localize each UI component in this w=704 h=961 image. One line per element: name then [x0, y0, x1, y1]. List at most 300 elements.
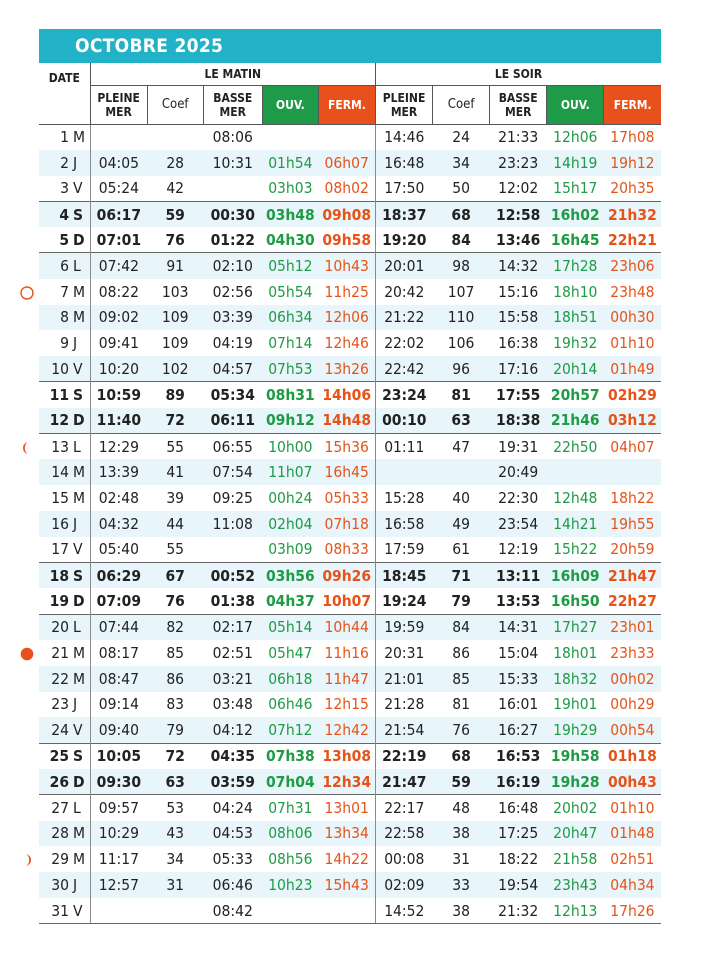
day-number: 4 — [39, 201, 72, 227]
coef-evening: 49 — [452, 514, 470, 533]
title-bar — [39, 29, 661, 63]
basse-mer-evening: 13:11 — [490, 563, 547, 589]
pleine-mer-morning: 09:57 — [90, 795, 147, 821]
ferm-morning: 07h18 — [324, 514, 369, 533]
coef-header-evening: Coef — [433, 85, 490, 124]
basse-mer-evening: 15:04 — [498, 643, 539, 662]
table-row — [39, 330, 661, 356]
ouv-evening: 20h14 — [553, 359, 598, 378]
coef-evening: 86 — [452, 643, 470, 662]
coef-morning: 109 — [161, 334, 189, 353]
coef-morning — [147, 898, 203, 924]
basse-mer-evening: 14:32 — [490, 253, 547, 279]
coef-morning: 109 — [161, 308, 189, 327]
ouv-evening: 18h51 — [553, 308, 598, 327]
ouv-evening: 12h13 — [547, 898, 604, 924]
ouv-morning: 03h03 — [268, 179, 313, 198]
pleine-mer-morning: 12:57 — [90, 872, 147, 898]
basse-mer-evening: 17:16 — [498, 359, 539, 378]
ferm-morning: 13h26 — [324, 359, 369, 378]
pleine-mer-morning: 07:01 — [90, 227, 147, 253]
day-of-week: M — [73, 643, 86, 662]
ferm-morning: 10h43 — [318, 253, 375, 279]
pleine-mer-evening: 18:37 — [376, 201, 433, 227]
day-of-week: D — [73, 411, 85, 430]
table-row — [39, 898, 661, 924]
pleine-mer-evening: 17:59 — [376, 537, 433, 563]
ouv-header-evening: OUV. — [547, 85, 604, 124]
table-row — [39, 666, 661, 692]
table-row — [39, 511, 661, 537]
ferm-evening: 23h48 — [610, 282, 655, 301]
coef-morning: 83 — [166, 695, 185, 714]
basse-mer-evening: 22:30 — [498, 489, 539, 508]
pleine-mer-morning — [90, 124, 147, 150]
basse-mer-morning: 05:34 — [203, 382, 262, 408]
coef-morning: 42 — [166, 179, 185, 198]
pleine-mer-morning: 10:20 — [90, 356, 147, 382]
basse-mer-evening: 16:48 — [490, 795, 547, 821]
pleine-mer-morning: 09:40 — [90, 717, 147, 743]
ouv-morning — [262, 898, 318, 924]
table-row — [39, 821, 661, 847]
table-row — [39, 408, 661, 434]
ferm-morning: 14h48 — [322, 411, 372, 430]
new-moon-icon — [20, 646, 34, 660]
ouv-morning: 07h31 — [262, 795, 318, 821]
ouv-evening — [547, 459, 604, 485]
pleine-mer-morning: 10:29 — [90, 821, 147, 847]
basse-mer-morning — [203, 176, 262, 202]
coef-evening: 84 — [433, 614, 490, 640]
coef-evening: 31 — [452, 850, 470, 869]
pleine-mer-evening: 00:10 — [376, 408, 433, 434]
day-of-week: M — [73, 824, 86, 843]
basse-mer-morning: 08:06 — [212, 128, 253, 147]
table-row — [39, 743, 661, 769]
basse-mer-morning: 08:42 — [203, 898, 262, 924]
pleine-mer-morning: 09:14 — [90, 692, 147, 718]
pleine-mer-evening: 23:24 — [376, 382, 433, 408]
evening-header: LE SOIR — [376, 63, 662, 85]
ferm-morning: 05h33 — [324, 489, 369, 508]
table-row — [39, 356, 661, 382]
basse-mer-morning: 02:17 — [203, 614, 262, 640]
day-of-week: M — [73, 850, 86, 869]
ferm-morning: 14h22 — [324, 850, 369, 869]
coef-morning: 39 — [166, 489, 185, 508]
basse-mer-morning: 04:19 — [212, 334, 253, 353]
ouv-evening: 18h10 — [553, 282, 598, 301]
ouv-evening: 18h32 — [553, 669, 598, 688]
ouv-morning: 03h48 — [262, 201, 318, 227]
basse-mer-morning: 04:24 — [203, 795, 262, 821]
ferm-morning: 11h25 — [324, 282, 369, 301]
ferm-morning — [318, 898, 375, 924]
basse-mer-evening: 21:32 — [490, 898, 547, 924]
ferm-evening: 18h22 — [610, 489, 655, 508]
basse-mer-evening: 21:33 — [498, 128, 539, 147]
basse-mer-evening: 12:19 — [498, 540, 539, 559]
basse-mer-header-evening: BASSE MER — [490, 85, 547, 124]
ouv-morning: 06h34 — [268, 308, 313, 327]
morning-header: LE MATIN — [90, 63, 375, 85]
day-number: 3 — [60, 179, 70, 198]
pleine-mer-morning: 08:17 — [90, 640, 147, 666]
ouv-evening: 23h43 — [553, 876, 598, 894]
ferm-morning: 08h02 — [324, 179, 369, 198]
coef-morning: 67 — [147, 563, 203, 589]
table-row — [39, 176, 661, 202]
ferm-morning: 12h34 — [322, 772, 372, 791]
coef-evening: 85 — [452, 669, 470, 688]
coef-evening: 24 — [452, 128, 470, 147]
basse-mer-morning: 04:35 — [203, 743, 262, 769]
ferm-morning: 13h34 — [324, 824, 369, 843]
pleine-mer-morning: 10:05 — [90, 743, 147, 769]
day-of-week: M — [73, 489, 86, 508]
day-of-week: D — [73, 230, 85, 249]
pleine-mer-morning — [90, 898, 147, 924]
basse-mer-morning: 06:55 — [203, 434, 262, 460]
ouv-morning: 07h04 — [265, 772, 315, 791]
ouv-evening: 16h45 — [550, 230, 600, 249]
ouv-morning: 06h46 — [268, 695, 313, 714]
pleine-mer-morning: 07:42 — [90, 253, 147, 279]
ouv-morning: 05h47 — [268, 643, 313, 662]
day-of-week: J — [73, 334, 78, 353]
day-number: 10 — [51, 359, 70, 378]
basse-mer-morning: 06:46 — [212, 876, 253, 894]
day-of-week: M — [73, 308, 86, 327]
coef-evening: 71 — [433, 563, 490, 589]
ouv-morning: 03h56 — [262, 563, 318, 589]
basse-mer-morning: 03:59 — [210, 772, 255, 791]
ouv-evening: 12h06 — [553, 128, 598, 147]
pleine-mer-morning: 13:39 — [90, 459, 147, 485]
coef-evening: 38 — [433, 898, 490, 924]
day-number: 21 — [51, 643, 70, 662]
ouv-evening: 14h21 — [553, 514, 598, 533]
ouv-evening: 17h27 — [547, 614, 604, 640]
pleine-mer-evening: 22:19 — [376, 743, 433, 769]
ouv-morning: 08h31 — [262, 382, 318, 408]
coef-morning: 55 — [147, 434, 203, 460]
ferm-evening: 00h29 — [610, 695, 655, 714]
day-of-week: D — [73, 591, 85, 610]
basse-mer-morning: 03:21 — [212, 669, 253, 688]
basse-mer-morning: 03:48 — [212, 695, 253, 714]
day-number: 15 — [51, 489, 70, 508]
full-moon-icon — [20, 285, 34, 299]
pleine-mer-evening: 21:28 — [376, 692, 433, 718]
date-header: DATE — [48, 71, 80, 85]
coef-morning: 82 — [147, 614, 203, 640]
day-number: 30 — [51, 876, 70, 894]
coef-morning: 85 — [166, 643, 185, 662]
table-row — [39, 640, 661, 666]
ferm-morning: 10h07 — [322, 591, 372, 610]
coef-evening — [433, 459, 490, 485]
ferm-morning: 15h36 — [318, 434, 375, 460]
pleine-mer-evening: 22:42 — [376, 356, 433, 382]
pleine-mer-morning: 06:29 — [90, 563, 147, 589]
pleine-mer-evening: 21:47 — [376, 769, 433, 795]
ferm-morning: 08h33 — [324, 540, 369, 559]
day-of-week: V — [73, 359, 83, 378]
ferm-evening: 20h59 — [610, 540, 655, 559]
basse-mer-morning: 03:39 — [212, 308, 253, 327]
day-number: 8 — [60, 308, 70, 327]
pleine-mer-evening: 02:09 — [376, 872, 433, 898]
ouv-evening: 14h19 — [553, 153, 598, 172]
coef-evening: 50 — [452, 179, 470, 198]
ouv-morning — [262, 124, 318, 150]
basse-mer-evening: 13:46 — [496, 230, 541, 249]
table-row — [39, 795, 661, 821]
day-number: 31 — [39, 898, 72, 924]
ouv-morning: 04h37 — [265, 591, 315, 610]
pleine-mer-evening: 15:28 — [376, 485, 433, 511]
ouv-evening: 20h02 — [547, 795, 604, 821]
pleine-mer-morning: 05:40 — [90, 537, 147, 563]
pleine-mer-evening: 20:31 — [376, 640, 433, 666]
pleine-mer-evening: 21:01 — [376, 666, 433, 692]
coef-morning: 79 — [166, 720, 185, 739]
ouv-morning: 06h18 — [268, 669, 313, 688]
ferm-header-morning: FERM. — [318, 85, 375, 124]
day-of-week: L — [72, 434, 90, 460]
ouv-morning: 11h07 — [268, 463, 313, 482]
basse-mer-evening: 19:54 — [498, 876, 539, 894]
day-of-week: L — [72, 614, 90, 640]
day-number: 28 — [51, 824, 70, 843]
pleine-mer-evening: 20:01 — [376, 253, 433, 279]
day-of-week: D — [73, 772, 85, 791]
coef-evening: 61 — [452, 540, 470, 559]
pleine-mer-evening: 14:52 — [376, 898, 433, 924]
coef-evening: 40 — [452, 489, 470, 508]
day-number: 7 — [60, 282, 70, 301]
day-of-week: J — [73, 876, 78, 894]
basse-mer-morning: 04:53 — [212, 824, 253, 843]
pleine-mer-morning: 10:59 — [90, 382, 147, 408]
day-of-week: V — [73, 720, 83, 739]
basse-mer-evening: 16:27 — [498, 720, 539, 739]
ferm-morning: 13h08 — [318, 743, 375, 769]
basse-mer-morning: 05:33 — [212, 850, 253, 869]
coef-evening: 34 — [452, 153, 470, 172]
day-of-week: J — [73, 153, 78, 172]
ferm-morning: 15h43 — [324, 876, 369, 894]
ferm-evening: 04h34 — [610, 876, 655, 894]
pleine-mer-evening: 00:08 — [376, 846, 433, 872]
basse-mer-evening: 17:55 — [490, 382, 547, 408]
table-row — [39, 692, 661, 718]
day-number: 20 — [39, 614, 72, 640]
ferm-evening: 20h35 — [610, 179, 655, 198]
ouv-morning: 10h23 — [268, 876, 313, 894]
ferm-evening: 01h18 — [604, 743, 661, 769]
ouv-morning: 08h56 — [268, 850, 313, 869]
day-of-week: V — [73, 179, 83, 198]
coef-evening: 96 — [452, 359, 470, 378]
coef-evening: 38 — [452, 824, 470, 843]
pleine-mer-evening: 22:17 — [376, 795, 433, 821]
pleine-mer-morning: 04:32 — [90, 511, 147, 537]
coef-header-morning: Coef — [147, 85, 203, 124]
ferm-evening: 23h06 — [604, 253, 661, 279]
basse-mer-evening: 16:19 — [496, 772, 541, 791]
ouv-evening: 21h46 — [550, 411, 600, 430]
coef-morning: 63 — [165, 772, 185, 791]
basse-mer-morning — [203, 537, 262, 563]
pleine-mer-evening: 19:59 — [376, 614, 433, 640]
basse-mer-morning: 11:08 — [212, 514, 253, 533]
day-number: 16 — [51, 514, 70, 533]
ouv-morning: 00h24 — [268, 489, 313, 508]
ferm-morning — [318, 124, 375, 150]
coef-morning: 31 — [166, 876, 185, 894]
day-number: 26 — [49, 772, 70, 791]
coef-morning: 44 — [166, 514, 185, 533]
pleine-mer-evening: 20:42 — [376, 279, 433, 305]
pleine-mer-morning: 11:17 — [90, 846, 147, 872]
coef-morning: 43 — [166, 824, 185, 843]
day-number: 2 — [60, 153, 70, 172]
day-of-week: S — [72, 563, 90, 589]
coef-morning: 76 — [165, 591, 185, 610]
coef-evening: 84 — [451, 230, 471, 249]
basse-mer-evening: 23:54 — [498, 514, 539, 533]
day-number: 1 — [60, 128, 70, 147]
coef-morning: 53 — [147, 795, 203, 821]
coef-evening: 106 — [447, 334, 475, 353]
table-row — [39, 150, 661, 176]
ouv-morning: 07h14 — [268, 334, 313, 353]
ferm-evening: 00h43 — [608, 772, 657, 791]
ferm-evening: 22h21 — [608, 230, 657, 249]
pleine-mer-evening: 16:48 — [376, 150, 433, 176]
day-of-week: S — [72, 382, 90, 408]
pleine-mer-evening: 19:20 — [376, 227, 433, 253]
ouv-morning: 04h30 — [265, 230, 315, 249]
ouv-evening: 15h17 — [553, 179, 598, 198]
basse-mer-morning: 02:10 — [203, 253, 262, 279]
basse-mer-evening: 16:53 — [490, 743, 547, 769]
pleine-mer-morning: 07:09 — [90, 588, 147, 614]
coef-morning: 102 — [161, 359, 189, 378]
pleine-mer-evening — [376, 459, 433, 485]
day-number: 12 — [49, 411, 70, 430]
table-row — [39, 769, 661, 795]
ouv-evening: 18h01 — [553, 643, 598, 662]
pleine-mer-morning: 09:02 — [90, 305, 147, 331]
ouv-evening: 19h28 — [550, 772, 600, 791]
ferm-morning: 16h45 — [324, 463, 369, 482]
table-row — [39, 537, 661, 563]
ouv-evening: 19h32 — [553, 334, 598, 353]
ferm-evening: 02h51 — [610, 850, 655, 869]
ouv-evening: 19h58 — [547, 743, 604, 769]
ferm-evening: 21h47 — [604, 563, 661, 589]
basse-mer-evening: 14:31 — [490, 614, 547, 640]
day-number: 24 — [51, 720, 70, 739]
ferm-evening: 01h48 — [610, 824, 655, 843]
coef-morning: 28 — [166, 153, 185, 172]
basse-mer-evening: 15:58 — [498, 308, 539, 327]
ferm-morning: 11h16 — [324, 643, 369, 662]
basse-mer-evening: 12:02 — [498, 179, 539, 198]
basse-mer-evening: 15:33 — [498, 669, 539, 688]
table-row — [39, 201, 661, 227]
day-of-week: J — [73, 514, 78, 533]
table-row — [39, 846, 661, 872]
coef-morning: 103 — [161, 282, 189, 301]
ferm-morning: 12h15 — [324, 695, 369, 714]
ouv-evening: 19h01 — [553, 695, 598, 714]
table-row — [39, 279, 661, 305]
coef-morning: 89 — [147, 382, 203, 408]
coef-evening: 79 — [451, 591, 471, 610]
basse-mer-evening: 16:38 — [498, 334, 539, 353]
day-number: 6 — [39, 253, 72, 279]
day-number: 14 — [51, 463, 70, 482]
coef-morning: 91 — [147, 253, 203, 279]
basse-mer-morning: 10:31 — [212, 153, 253, 172]
ferm-morning: 13h01 — [318, 795, 375, 821]
day-of-week: M — [73, 128, 86, 147]
ouv-morning: 02h04 — [268, 514, 313, 533]
coef-evening: 76 — [452, 720, 470, 739]
ferm-morning: 12h42 — [324, 720, 369, 739]
table-row — [39, 563, 661, 589]
day-number: 17 — [51, 540, 70, 559]
pleine-mer-evening: 01:11 — [376, 434, 433, 460]
ferm-evening: 23h33 — [610, 643, 655, 662]
day-of-week: M — [73, 282, 86, 301]
day-number: 11 — [39, 382, 72, 408]
pleine-mer-morning: 04:05 — [90, 150, 147, 176]
pleine-mer-morning: 05:24 — [90, 176, 147, 202]
pleine-mer-morning: 02:48 — [90, 485, 147, 511]
ferm-evening: 00h02 — [610, 669, 655, 688]
ferm-evening: 03h12 — [608, 411, 657, 430]
ouv-evening: 16h50 — [550, 591, 600, 610]
pleine-mer-morning: 11:40 — [90, 408, 147, 434]
coef-evening: 59 — [451, 772, 471, 791]
basse-mer-evening: 18:38 — [496, 411, 541, 430]
coef-evening: 68 — [433, 743, 490, 769]
basse-mer-evening: 13:53 — [496, 591, 541, 610]
basse-mer-morning: 00:30 — [203, 201, 262, 227]
ouv-morning: 01h54 — [268, 153, 313, 172]
coef-evening: 110 — [447, 308, 475, 327]
ferm-evening: 19h12 — [610, 153, 655, 172]
basse-mer-morning: 01:38 — [210, 591, 255, 610]
ferm-morning: 10h44 — [318, 614, 375, 640]
table-row — [39, 253, 661, 279]
ouv-evening: 21h58 — [553, 850, 598, 869]
table-row — [39, 459, 661, 485]
ouv-morning: 07h12 — [268, 720, 313, 739]
pleine-mer-evening: 21:54 — [376, 717, 433, 743]
day-of-week: L — [72, 795, 90, 821]
ferm-morning: 09h08 — [318, 201, 375, 227]
ferm-evening: 00h30 — [610, 308, 655, 327]
ouv-evening: 22h50 — [547, 434, 604, 460]
day-of-week: S — [72, 743, 90, 769]
